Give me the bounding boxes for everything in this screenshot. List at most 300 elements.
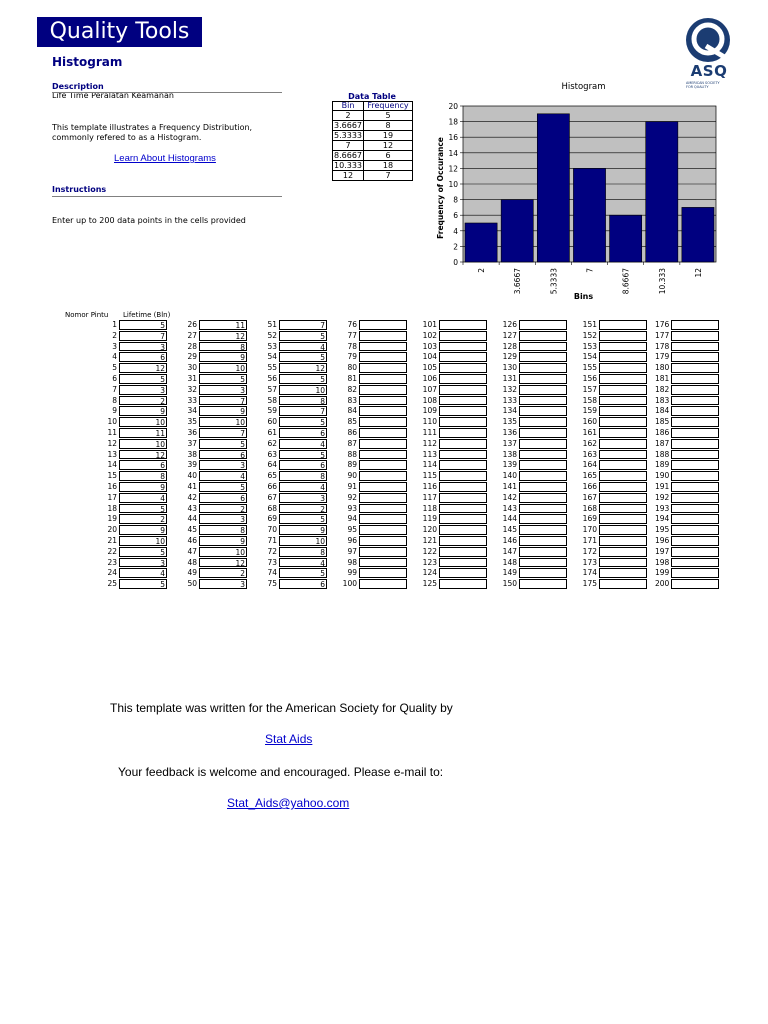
grid-value-cell[interactable]: 11 xyxy=(199,320,247,330)
grid-value-cell[interactable] xyxy=(359,514,407,524)
grid-row-number: 6 xyxy=(112,373,117,383)
grid-value-cell[interactable] xyxy=(359,450,407,460)
grid-value-cell[interactable] xyxy=(519,342,567,352)
grid-row-number: 20 xyxy=(107,525,117,535)
grid-value-cell[interactable]: 9 xyxy=(199,406,247,416)
chart-bar xyxy=(610,215,642,262)
grid-row-number: 28 xyxy=(187,341,197,351)
grid-value-cell[interactable] xyxy=(671,547,719,557)
grid-row-number: 116 xyxy=(422,481,437,491)
grid-value-cell[interactable]: 3 xyxy=(199,460,247,470)
grid-row-number: 65 xyxy=(267,471,277,481)
grid-row-number: 163 xyxy=(582,449,597,459)
grid-value-cell[interactable]: 4 xyxy=(199,471,247,481)
grid-value-cell[interactable] xyxy=(671,363,719,373)
grid-value-cell[interactable] xyxy=(519,396,567,406)
grid-row-number: 47 xyxy=(187,546,197,556)
data-table xyxy=(332,101,413,181)
grid-value-cell[interactable]: 4 xyxy=(279,482,327,492)
grid-value-cell[interactable] xyxy=(519,482,567,492)
grid-value-cell[interactable] xyxy=(439,525,487,535)
grid-row-number: 91 xyxy=(347,481,357,491)
grid-value-cell[interactable] xyxy=(671,342,719,352)
grid-row-number: 24 xyxy=(107,568,117,578)
grid-row-number: 94 xyxy=(347,514,357,524)
grid-value-cell[interactable]: 2 xyxy=(119,514,167,524)
grid-value-cell[interactable] xyxy=(599,579,647,589)
grid-row-number: 36 xyxy=(187,427,197,437)
grid-value-cell[interactable] xyxy=(359,374,407,384)
data-table-row xyxy=(333,131,413,141)
grid-row-number: 170 xyxy=(582,525,597,535)
grid-value-cell[interactable] xyxy=(359,493,407,503)
grid-value-cell[interactable] xyxy=(359,320,407,330)
grid-value-cell[interactable]: 9 xyxy=(279,525,327,535)
grid-row-number: 185 xyxy=(655,417,670,427)
grid-value-cell[interactable] xyxy=(599,342,647,352)
grid-value-cell[interactable] xyxy=(599,525,647,535)
grid-row-number: 121 xyxy=(422,535,437,545)
grid-value-cell[interactable] xyxy=(519,504,567,514)
grid-value-cell[interactable]: 5 xyxy=(199,374,247,384)
data-table-bin: 12 xyxy=(333,171,364,181)
grid-value-cell[interactable]: 10 xyxy=(119,439,167,449)
grid-row-number: 99 xyxy=(347,568,357,578)
grid-value-cell[interactable]: 8 xyxy=(199,525,247,535)
footer-line-1: This template was written for the American Society for Quality by xyxy=(110,701,453,715)
grid-value-cell[interactable] xyxy=(439,331,487,341)
grid-row-number: 195 xyxy=(655,525,670,535)
grid-value-cell[interactable] xyxy=(599,547,647,557)
grid-row-number: 26 xyxy=(187,320,197,329)
grid-value-cell[interactable] xyxy=(599,450,647,460)
grid-value-cell[interactable] xyxy=(671,320,719,330)
grid-value-cell[interactable] xyxy=(519,558,567,568)
grid-row-number: 12 xyxy=(107,438,117,448)
grid-value-cell[interactable] xyxy=(359,460,407,470)
data-table-frequency: 7 xyxy=(364,171,413,181)
grid-row-number: 7 xyxy=(112,384,117,394)
grid-row-number: 159 xyxy=(582,406,597,416)
grid-value-cell[interactable] xyxy=(671,374,719,384)
grid-value-cell[interactable] xyxy=(671,514,719,524)
grid-value-cell[interactable]: 9 xyxy=(199,536,247,546)
grid-row-number: 4 xyxy=(112,352,117,362)
grid-value-cell[interactable] xyxy=(519,374,567,384)
data-table-row xyxy=(333,121,413,131)
grid-row-number: 56 xyxy=(267,373,277,383)
grid-value-cell[interactable] xyxy=(439,320,487,330)
grid-value-cell[interactable]: 5 xyxy=(119,374,167,384)
grid-row-number: 11 xyxy=(107,427,117,437)
grid-value-cell[interactable] xyxy=(439,352,487,362)
grid-value-cell[interactable]: 6 xyxy=(279,579,327,589)
grid-value-cell[interactable] xyxy=(599,568,647,578)
grid-value-cell[interactable] xyxy=(599,428,647,438)
grid-value-cell[interactable] xyxy=(519,352,567,362)
learn-about-histograms-link[interactable]: Learn About Histograms xyxy=(114,153,216,164)
grid-row-number: 23 xyxy=(107,557,117,567)
grid-value-cell[interactable] xyxy=(671,406,719,416)
grid-value-cell[interactable]: 10 xyxy=(119,417,167,427)
grid-row-number: 61 xyxy=(267,427,277,437)
chart-y-axis-label: Frequency of Occurance xyxy=(436,137,445,239)
grid-value-cell[interactable]: 3 xyxy=(119,342,167,352)
grid-value-cell[interactable] xyxy=(359,417,407,427)
grid-value-cell[interactable] xyxy=(439,396,487,406)
grid-value-cell[interactable] xyxy=(439,417,487,427)
grid-value-cell[interactable] xyxy=(359,536,407,546)
grid-value-cell[interactable] xyxy=(671,471,719,481)
grid-value-cell[interactable] xyxy=(359,331,407,341)
data-table-bin: 5.3333 xyxy=(334,131,362,140)
grid-row-number: 40 xyxy=(187,471,197,481)
grid-value-cell[interactable] xyxy=(599,482,647,492)
grid-row-number: 101 xyxy=(422,320,437,329)
grid-value-cell[interactable]: 12 xyxy=(119,450,167,460)
grid-value-cell[interactable] xyxy=(671,352,719,362)
grid-value-cell[interactable] xyxy=(439,493,487,503)
grid-value-cell[interactable]: 6 xyxy=(199,450,247,460)
grid-value-cell[interactable] xyxy=(519,547,567,557)
grid-value-cell[interactable]: 5 xyxy=(119,579,167,589)
grid-value-cell[interactable]: 4 xyxy=(279,439,327,449)
grid-value-cell[interactable] xyxy=(599,558,647,568)
grid-value-cell[interactable]: 2 xyxy=(199,568,247,578)
grid-value-cell[interactable]: 8 xyxy=(279,396,327,406)
grid-value-cell[interactable]: 5 xyxy=(279,514,327,524)
grid-value-cell[interactable] xyxy=(439,482,487,492)
grid-value-cell[interactable]: 2 xyxy=(279,504,327,514)
grid-value-cell[interactable]: 4 xyxy=(279,342,327,352)
grid-value-cell[interactable] xyxy=(671,460,719,470)
grid-value-cell[interactable] xyxy=(599,406,647,416)
grid-row-number: 79 xyxy=(347,352,357,362)
grid-value-cell[interactable] xyxy=(439,385,487,395)
grid-row-number: 188 xyxy=(655,449,670,459)
grid-value-cell[interactable]: 5 xyxy=(279,331,327,341)
grid-row-number: 162 xyxy=(582,438,597,448)
grid-value-cell[interactable] xyxy=(519,428,567,438)
grid-row-number: 42 xyxy=(187,492,197,502)
grid-value-cell[interactable] xyxy=(439,504,487,514)
grid-value-cell[interactable]: 6 xyxy=(119,352,167,362)
grid-row-number: 109 xyxy=(422,406,437,416)
grid-value-cell[interactable]: 2 xyxy=(119,396,167,406)
grid-value-cell[interactable] xyxy=(599,374,647,384)
grid-value-cell[interactable]: 8 xyxy=(279,547,327,557)
grid-value-cell[interactable]: 11 xyxy=(119,428,167,438)
grid-value-cell[interactable] xyxy=(519,471,567,481)
grid-row-number: 142 xyxy=(502,492,517,502)
grid-value-cell[interactable]: 9 xyxy=(119,525,167,535)
grid-row-number: 35 xyxy=(187,417,197,427)
grid-value-cell[interactable]: 10 xyxy=(279,385,327,395)
grid-value-cell[interactable] xyxy=(599,363,647,373)
grid-row-number: 76 xyxy=(347,320,357,329)
grid-value-cell[interactable] xyxy=(671,439,719,449)
grid-value-cell[interactable] xyxy=(599,320,647,330)
grid-value-cell[interactable] xyxy=(519,363,567,373)
grid-value-cell[interactable] xyxy=(519,536,567,546)
grid-row-number: 83 xyxy=(347,395,357,405)
grid-value-cell[interactable] xyxy=(519,406,567,416)
grid-value-cell[interactable] xyxy=(359,525,407,535)
grid-value-cell[interactable]: 5 xyxy=(119,547,167,557)
grid-row-number: 140 xyxy=(502,471,517,481)
grid-value-cell[interactable]: 7 xyxy=(199,428,247,438)
grid-value-cell[interactable] xyxy=(359,439,407,449)
grid-value-cell[interactable]: 7 xyxy=(119,331,167,341)
grid-value-cell[interactable] xyxy=(599,504,647,514)
grid-value-cell[interactable] xyxy=(671,525,719,535)
grid-value-cell[interactable] xyxy=(599,471,647,481)
instructions-rule xyxy=(52,196,282,197)
grid-row-number: 199 xyxy=(655,568,670,578)
grid-value-cell[interactable] xyxy=(599,493,647,503)
grid-value-cell[interactable]: 8 xyxy=(279,471,327,481)
grid-value-cell[interactable]: 5 xyxy=(279,374,327,384)
grid-row-number: 75 xyxy=(267,579,277,589)
grid-row-number: 138 xyxy=(502,449,517,459)
grid-value-cell[interactable] xyxy=(599,460,647,470)
grid-value-cell[interactable] xyxy=(439,558,487,568)
grid-value-cell[interactable]: 3 xyxy=(119,385,167,395)
data-table-frequency: 18 xyxy=(364,161,413,171)
grid-value-cell[interactable]: 12 xyxy=(119,363,167,373)
grid-value-cell[interactable]: 8 xyxy=(119,471,167,481)
grid-row-number: 84 xyxy=(347,406,357,416)
chart-y-tick-label: 2 xyxy=(453,242,458,252)
grid-header-id: Nomor Pintu xyxy=(65,311,109,319)
grid-row-number: 104 xyxy=(422,352,437,362)
grid-row-number: 52 xyxy=(267,330,277,340)
grid-row-number: 93 xyxy=(347,503,357,513)
grid-value-cell[interactable] xyxy=(519,493,567,503)
grid-value-cell[interactable] xyxy=(671,385,719,395)
grid-row-number: 64 xyxy=(267,460,277,470)
grid-value-cell[interactable]: 6 xyxy=(279,460,327,470)
grid-value-cell[interactable] xyxy=(359,471,407,481)
grid-value-cell[interactable]: 3 xyxy=(199,385,247,395)
grid-row-number: 31 xyxy=(187,373,197,383)
grid-value-cell[interactable] xyxy=(599,536,647,546)
grid-value-cell[interactable] xyxy=(519,450,567,460)
grid-value-cell[interactable] xyxy=(359,428,407,438)
grid-row-number: 111 xyxy=(422,427,437,437)
grid-value-cell[interactable] xyxy=(599,385,647,395)
grid-row-number: 32 xyxy=(187,384,197,394)
grid-row-number: 182 xyxy=(655,384,670,394)
grid-value-cell[interactable] xyxy=(439,439,487,449)
grid-value-cell[interactable] xyxy=(599,514,647,524)
data-table-row xyxy=(333,171,413,181)
grid-value-cell[interactable] xyxy=(519,460,567,470)
grid-value-cell[interactable] xyxy=(439,428,487,438)
histogram-chart xyxy=(430,78,726,304)
grid-value-cell[interactable] xyxy=(671,396,719,406)
grid-value-cell[interactable] xyxy=(359,385,407,395)
grid-value-cell[interactable] xyxy=(671,579,719,589)
grid-value-cell[interactable] xyxy=(359,482,407,492)
grid-value-cell[interactable]: 7 xyxy=(279,320,327,330)
grid-value-cell[interactable] xyxy=(599,352,647,362)
grid-value-cell[interactable] xyxy=(671,504,719,514)
grid-row-number: 81 xyxy=(347,373,357,383)
grid-value-cell[interactable]: 5 xyxy=(119,320,167,330)
grid-value-cell[interactable]: 10 xyxy=(279,536,327,546)
grid-value-cell[interactable] xyxy=(671,558,719,568)
grid-value-cell[interactable] xyxy=(359,504,407,514)
grid-value-cell[interactable] xyxy=(359,352,407,362)
grid-row-number: 86 xyxy=(347,427,357,437)
grid-value-cell[interactable] xyxy=(439,568,487,578)
grid-value-cell[interactable]: 2 xyxy=(199,504,247,514)
grid-value-cell[interactable] xyxy=(359,406,407,416)
grid-row-number: 146 xyxy=(502,535,517,545)
grid-value-cell[interactable]: 4 xyxy=(279,558,327,568)
grid-value-cell[interactable]: 3 xyxy=(199,579,247,589)
grid-value-cell[interactable]: 6 xyxy=(279,428,327,438)
grid-row-number: 173 xyxy=(582,557,597,567)
grid-value-cell[interactable] xyxy=(439,579,487,589)
grid-value-cell[interactable]: 5 xyxy=(199,482,247,492)
grid-value-cell[interactable]: 5 xyxy=(279,352,327,362)
grid-value-cell[interactable] xyxy=(671,450,719,460)
grid-value-cell[interactable] xyxy=(439,514,487,524)
grid-row-number: 53 xyxy=(267,341,277,351)
grid-value-cell[interactable] xyxy=(671,536,719,546)
grid-row-number: 9 xyxy=(112,406,117,416)
grid-value-cell[interactable]: 12 xyxy=(199,331,247,341)
grid-row-number: 37 xyxy=(187,438,197,448)
stat-aids-link[interactable]: Stat Aids xyxy=(265,732,313,746)
grid-value-cell[interactable]: 9 xyxy=(119,482,167,492)
grid-row-number: 106 xyxy=(422,373,437,383)
email-link[interactable]: Stat_Aids@yahoo.com xyxy=(227,796,350,810)
grid-value-cell[interactable] xyxy=(439,450,487,460)
grid-value-cell[interactable] xyxy=(519,331,567,341)
grid-value-cell[interactable]: 12 xyxy=(279,363,327,373)
grid-row-number: 114 xyxy=(422,460,437,470)
grid-value-cell[interactable]: 10 xyxy=(199,363,247,373)
grid-value-cell[interactable]: 12 xyxy=(199,558,247,568)
grid-value-cell[interactable]: 9 xyxy=(199,352,247,362)
grid-value-cell[interactable]: 8 xyxy=(199,342,247,352)
grid-value-cell[interactable]: 3 xyxy=(119,558,167,568)
grid-value-cell[interactable]: 3 xyxy=(279,493,327,503)
grid-value-cell[interactable]: 10 xyxy=(119,536,167,546)
grid-value-cell[interactable] xyxy=(439,342,487,352)
grid-value-cell[interactable]: 5 xyxy=(279,450,327,460)
grid-row-number: 89 xyxy=(347,460,357,470)
grid-row-number: 112 xyxy=(422,438,437,448)
grid-value-cell[interactable] xyxy=(359,558,407,568)
grid-row-number: 44 xyxy=(187,514,197,524)
grid-row-number: 78 xyxy=(347,341,357,351)
grid-value-cell[interactable] xyxy=(519,514,567,524)
grid-value-cell[interactable] xyxy=(439,536,487,546)
grid-value-cell[interactable] xyxy=(519,579,567,589)
grid-value-cell[interactable] xyxy=(359,363,407,373)
data-table-bin: 7 xyxy=(333,141,364,151)
grid-row-number: 127 xyxy=(502,330,517,340)
chart-bar xyxy=(646,122,678,262)
grid-value-cell[interactable]: 6 xyxy=(119,460,167,470)
grid-value-cell[interactable] xyxy=(519,320,567,330)
grid-value-cell[interactable]: 3 xyxy=(199,514,247,524)
grid-value-cell[interactable] xyxy=(359,547,407,557)
grid-row-number: 132 xyxy=(502,384,517,394)
grid-value-cell[interactable] xyxy=(519,439,567,449)
grid-value-cell[interactable]: 10 xyxy=(199,417,247,427)
grid-value-cell[interactable] xyxy=(671,331,719,341)
grid-row-number: 119 xyxy=(422,514,437,524)
data-table-header-frequency: Frequency xyxy=(364,102,413,111)
grid-value-cell[interactable]: 4 xyxy=(119,493,167,503)
grid-value-cell[interactable] xyxy=(519,568,567,578)
data-table-bin: 10.333 xyxy=(334,161,362,170)
grid-row-number: 136 xyxy=(502,427,517,437)
grid-row-number: 34 xyxy=(187,406,197,416)
grid-value-cell[interactable]: 5 xyxy=(119,504,167,514)
grid-value-cell[interactable] xyxy=(439,471,487,481)
grid-value-cell[interactable]: 5 xyxy=(199,439,247,449)
grid-value-cell[interactable]: 6 xyxy=(199,493,247,503)
grid-value-cell[interactable] xyxy=(599,439,647,449)
grid-value-cell[interactable]: 9 xyxy=(119,406,167,416)
grid-value-cell[interactable] xyxy=(359,568,407,578)
grid-value-cell[interactable]: 7 xyxy=(279,406,327,416)
grid-row-number: 190 xyxy=(655,471,670,481)
grid-value-cell[interactable] xyxy=(439,460,487,470)
chart-x-tick-label: 2 xyxy=(477,268,487,273)
grid-value-cell[interactable] xyxy=(671,482,719,492)
grid-value-cell[interactable] xyxy=(671,428,719,438)
grid-value-cell[interactable] xyxy=(671,568,719,578)
grid-value-cell[interactable] xyxy=(519,417,567,427)
grid-value-cell[interactable]: 5 xyxy=(279,568,327,578)
grid-row-number: 18 xyxy=(107,503,117,513)
grid-value-cell[interactable] xyxy=(599,331,647,341)
grid-value-cell[interactable] xyxy=(671,493,719,503)
grid-row-number: 143 xyxy=(502,503,517,513)
grid-row-number: 179 xyxy=(655,352,670,362)
grid-value-cell[interactable] xyxy=(359,579,407,589)
grid-value-cell[interactable] xyxy=(671,417,719,427)
grid-value-cell[interactable]: 4 xyxy=(119,568,167,578)
grid-value-cell[interactable] xyxy=(599,417,647,427)
grid-value-cell[interactable]: 5 xyxy=(279,417,327,427)
grid-value-cell[interactable] xyxy=(359,396,407,406)
grid-row-number: 130 xyxy=(502,363,517,373)
grid-row-number: 161 xyxy=(582,427,597,437)
grid-value-cell[interactable]: 7 xyxy=(199,396,247,406)
grid-value-cell[interactable] xyxy=(439,363,487,373)
grid-value-cell[interactable] xyxy=(439,406,487,416)
grid-value-cell[interactable] xyxy=(519,525,567,535)
grid-value-cell[interactable]: 10 xyxy=(199,547,247,557)
grid-value-cell[interactable] xyxy=(439,374,487,384)
grid-value-cell[interactable] xyxy=(359,342,407,352)
grid-row-number: 22 xyxy=(107,546,117,556)
grid-value-cell[interactable] xyxy=(599,396,647,406)
grid-row-number: 198 xyxy=(655,557,670,567)
grid-value-cell[interactable] xyxy=(439,547,487,557)
grid-value-cell[interactable] xyxy=(519,385,567,395)
grid-row-number: 144 xyxy=(502,514,517,524)
grid-row-number: 30 xyxy=(187,363,197,373)
